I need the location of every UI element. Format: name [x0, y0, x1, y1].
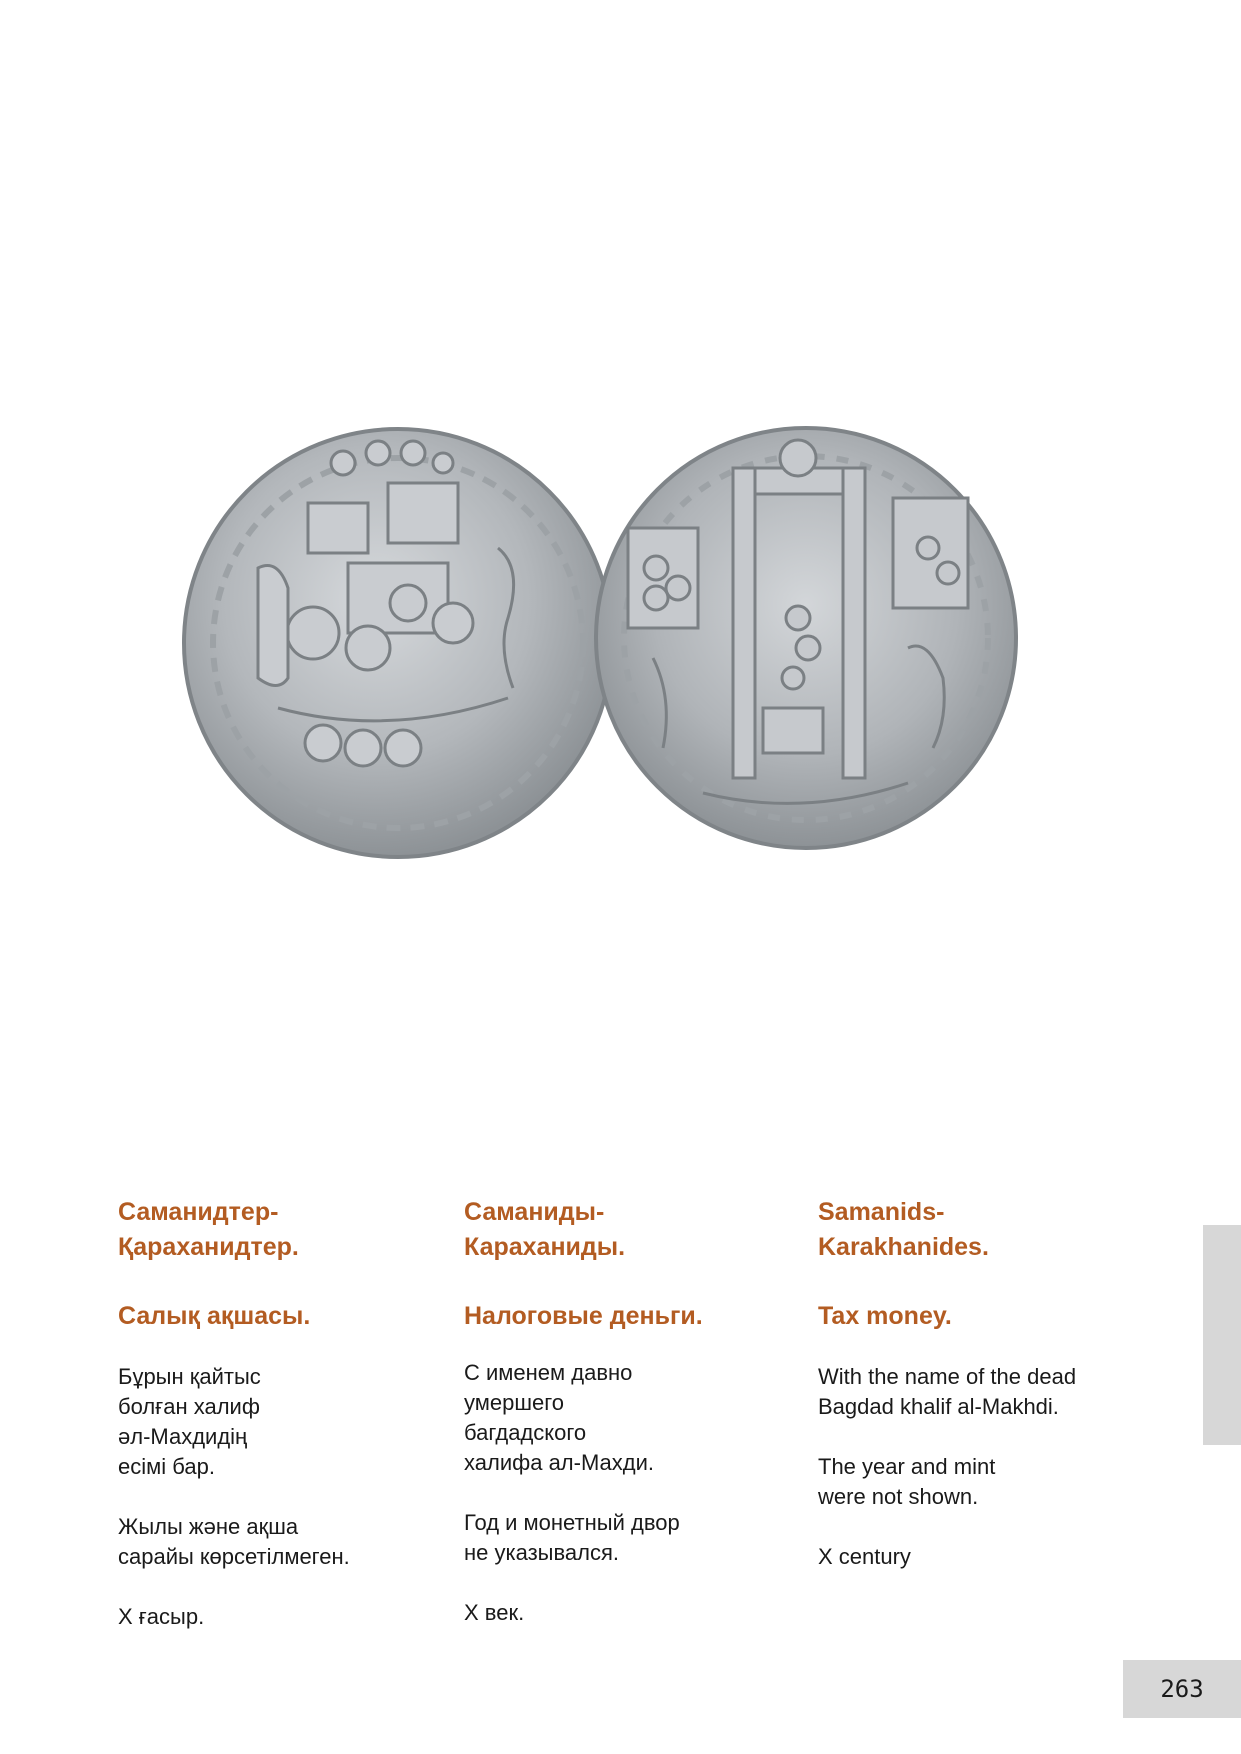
column-kazakh — [118, 1195, 438, 1632]
side-tab-marker — [1203, 1225, 1241, 1445]
description-paragraph: Жылы және ақша сарайы көрсетілмеген. — [118, 1514, 350, 1569]
description-paragraph: With the name of the dead Bagdad khalif al-Makhdi. — [818, 1364, 1077, 1419]
coin-photograph — [108, 348, 1132, 930]
description-paragraph: С именем давно умершего багдадского халифа ал-Махди. — [464, 1360, 655, 1475]
date-paragraph: Х век. — [464, 1600, 525, 1625]
column-subtitle: Налоговые деньги. — [464, 1302, 703, 1330]
column-title: Саманидтер- Қараханидтер. — [118, 1198, 299, 1261]
description-paragraph: The year and mint were not shown. — [818, 1454, 996, 1509]
page-number: 263 — [1123, 1660, 1241, 1718]
date-paragraph: Х ғасыр. — [118, 1604, 205, 1629]
description-paragraph: Бұрын қайтыс болған халиф әл-Махдидің есімі бар. — [118, 1364, 261, 1479]
column-title: Саманиды- Караханиды. — [464, 1198, 626, 1261]
column-russian — [464, 1195, 784, 1628]
column-subtitle: Салық ақшасы. — [118, 1302, 311, 1330]
date-paragraph: X century — [818, 1544, 911, 1569]
column-subtitle: Tax money. — [818, 1302, 952, 1330]
coin-reverse — [596, 428, 1016, 848]
column-title: Samanids- Karakhanides. — [818, 1198, 989, 1261]
coin-obverse — [184, 429, 612, 857]
column-english — [818, 1195, 1138, 1572]
description-paragraph: Год и монетный двор не указывался. — [464, 1510, 680, 1565]
